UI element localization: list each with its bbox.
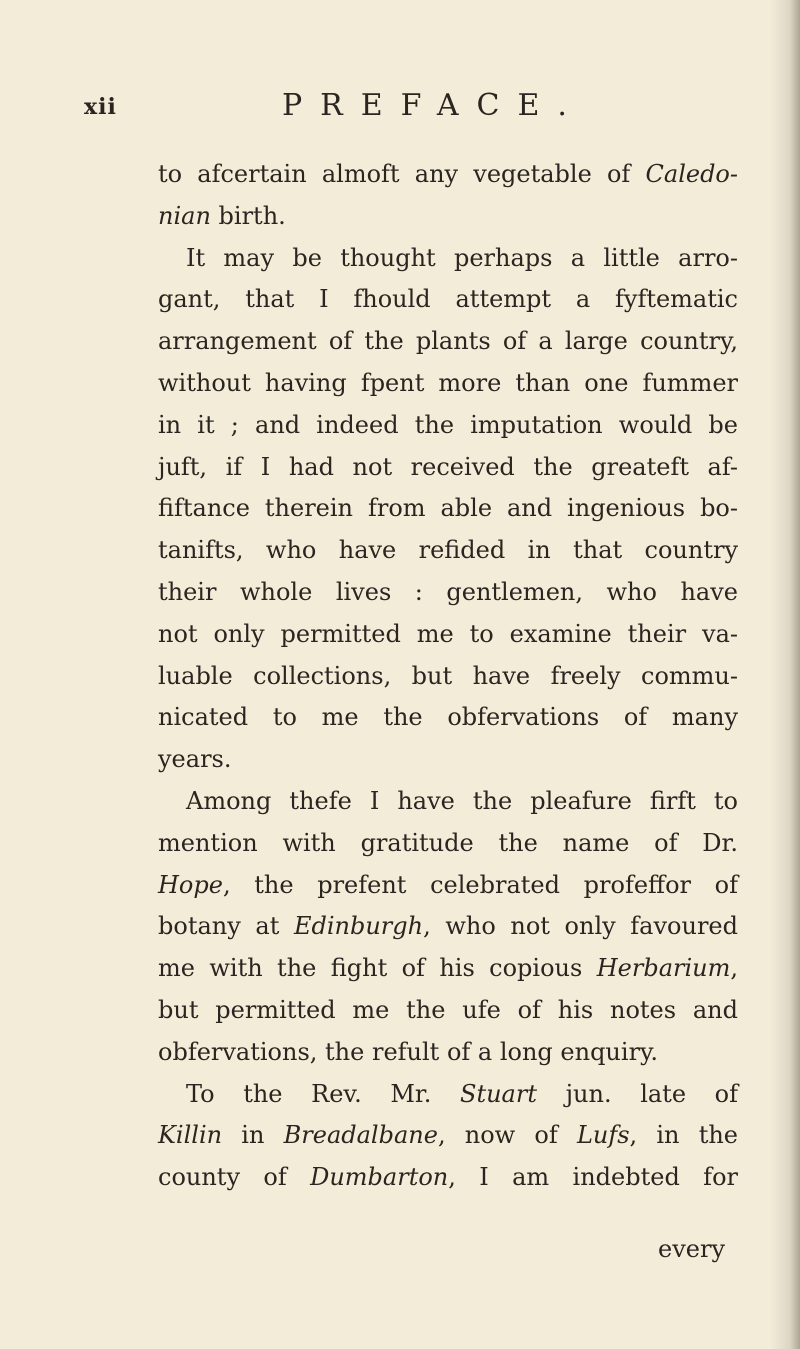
text-run: fiftance therein from able and ingenious bo- <box>158 494 738 523</box>
text-line <box>158 614 738 656</box>
text-run: but permitted me the ufe of his notes and <box>158 995 738 1024</box>
italic-text: Edinburgh <box>293 912 424 941</box>
text-line <box>158 990 738 1032</box>
text-line <box>158 1115 738 1157</box>
text-line <box>158 1074 738 1116</box>
text-run: without having fpent more than one fummer <box>158 368 738 397</box>
catchword: every <box>658 1235 725 1263</box>
text-line <box>158 572 738 614</box>
text-line <box>158 488 738 530</box>
text-line <box>158 447 738 489</box>
text-run: Among thefe I have the pleafure firft to <box>186 786 738 815</box>
text-run: botany at <box>158 912 294 941</box>
text-line <box>158 321 738 363</box>
body-text <box>158 154 738 1199</box>
text-run: tanifts, who have refided in that country <box>158 536 738 565</box>
text-run: years. <box>158 745 232 774</box>
text-run: , now of <box>437 1121 577 1150</box>
text-run: county of <box>158 1163 311 1192</box>
text-run: , I am indebted for <box>448 1163 738 1192</box>
text-line <box>158 1157 738 1199</box>
text-run: their whole lives : gentlemen, who have <box>158 577 738 606</box>
text-line <box>158 948 738 990</box>
text-run: gant, that I fhould attempt a fyftematic <box>158 285 738 314</box>
text-line <box>158 865 738 907</box>
italic-text: Caledo- <box>645 160 738 188</box>
text-line <box>158 656 738 698</box>
text-run: mention with gratitude the name of Dr. <box>158 828 738 857</box>
italic-text: Herbarium <box>596 954 731 983</box>
text-run: luable collections, but have freely commu- <box>158 661 738 690</box>
page-header <box>84 88 724 128</box>
text-run: juft, if I had not received the greateft af- <box>158 452 738 481</box>
text-line <box>158 154 738 196</box>
text-run: , the prefent celebrated profeffor of <box>222 870 738 899</box>
text-line <box>158 238 738 280</box>
text-run: in <box>222 1121 284 1150</box>
text-run: in it ; and indeed the imputation would be <box>158 410 738 439</box>
text-run: to afcertain almoft any vegetable of <box>158 160 646 188</box>
text-line <box>158 697 738 739</box>
page-number: xii <box>84 94 117 120</box>
italic-text: Hope <box>158 870 223 899</box>
text-run: obfervations, the refult of a long enquiry. <box>158 1037 659 1066</box>
text-run: arrangement of the plants of a large country, <box>158 327 738 356</box>
text-line <box>158 363 738 405</box>
italic-text: Lufs <box>576 1121 630 1150</box>
text-line <box>158 530 738 572</box>
text-run: , <box>730 954 738 983</box>
italic-text: Stuart <box>460 1079 537 1108</box>
italic-text: Dumbarton <box>310 1163 449 1192</box>
text-line <box>158 1032 738 1074</box>
italic-text: Killin <box>158 1121 223 1150</box>
running-title: PREFACE. <box>282 88 585 123</box>
text-run: It may be thought perhaps a little arro- <box>186 243 738 272</box>
text-line <box>158 196 738 238</box>
text-run: nicated to me the obfervations of many <box>158 703 738 732</box>
text-line <box>158 781 738 823</box>
text-run: me with the fight of his copious <box>158 954 597 983</box>
text-run: , in the <box>629 1121 739 1150</box>
text-line <box>158 739 738 781</box>
text-line <box>158 906 738 948</box>
italic-text: Breadalbane <box>283 1121 438 1150</box>
text-run: To the Rev. Mr. <box>186 1079 461 1108</box>
text-line <box>158 823 738 865</box>
text-line <box>158 405 738 447</box>
italic-text: nian <box>158 201 211 230</box>
text-run: not only permitted me to examine their va- <box>158 619 738 648</box>
text-line <box>158 279 738 321</box>
text-run: , who not only favoured <box>423 912 738 941</box>
text-run: jun. late of <box>536 1079 738 1108</box>
text-run: birth. <box>210 201 286 230</box>
